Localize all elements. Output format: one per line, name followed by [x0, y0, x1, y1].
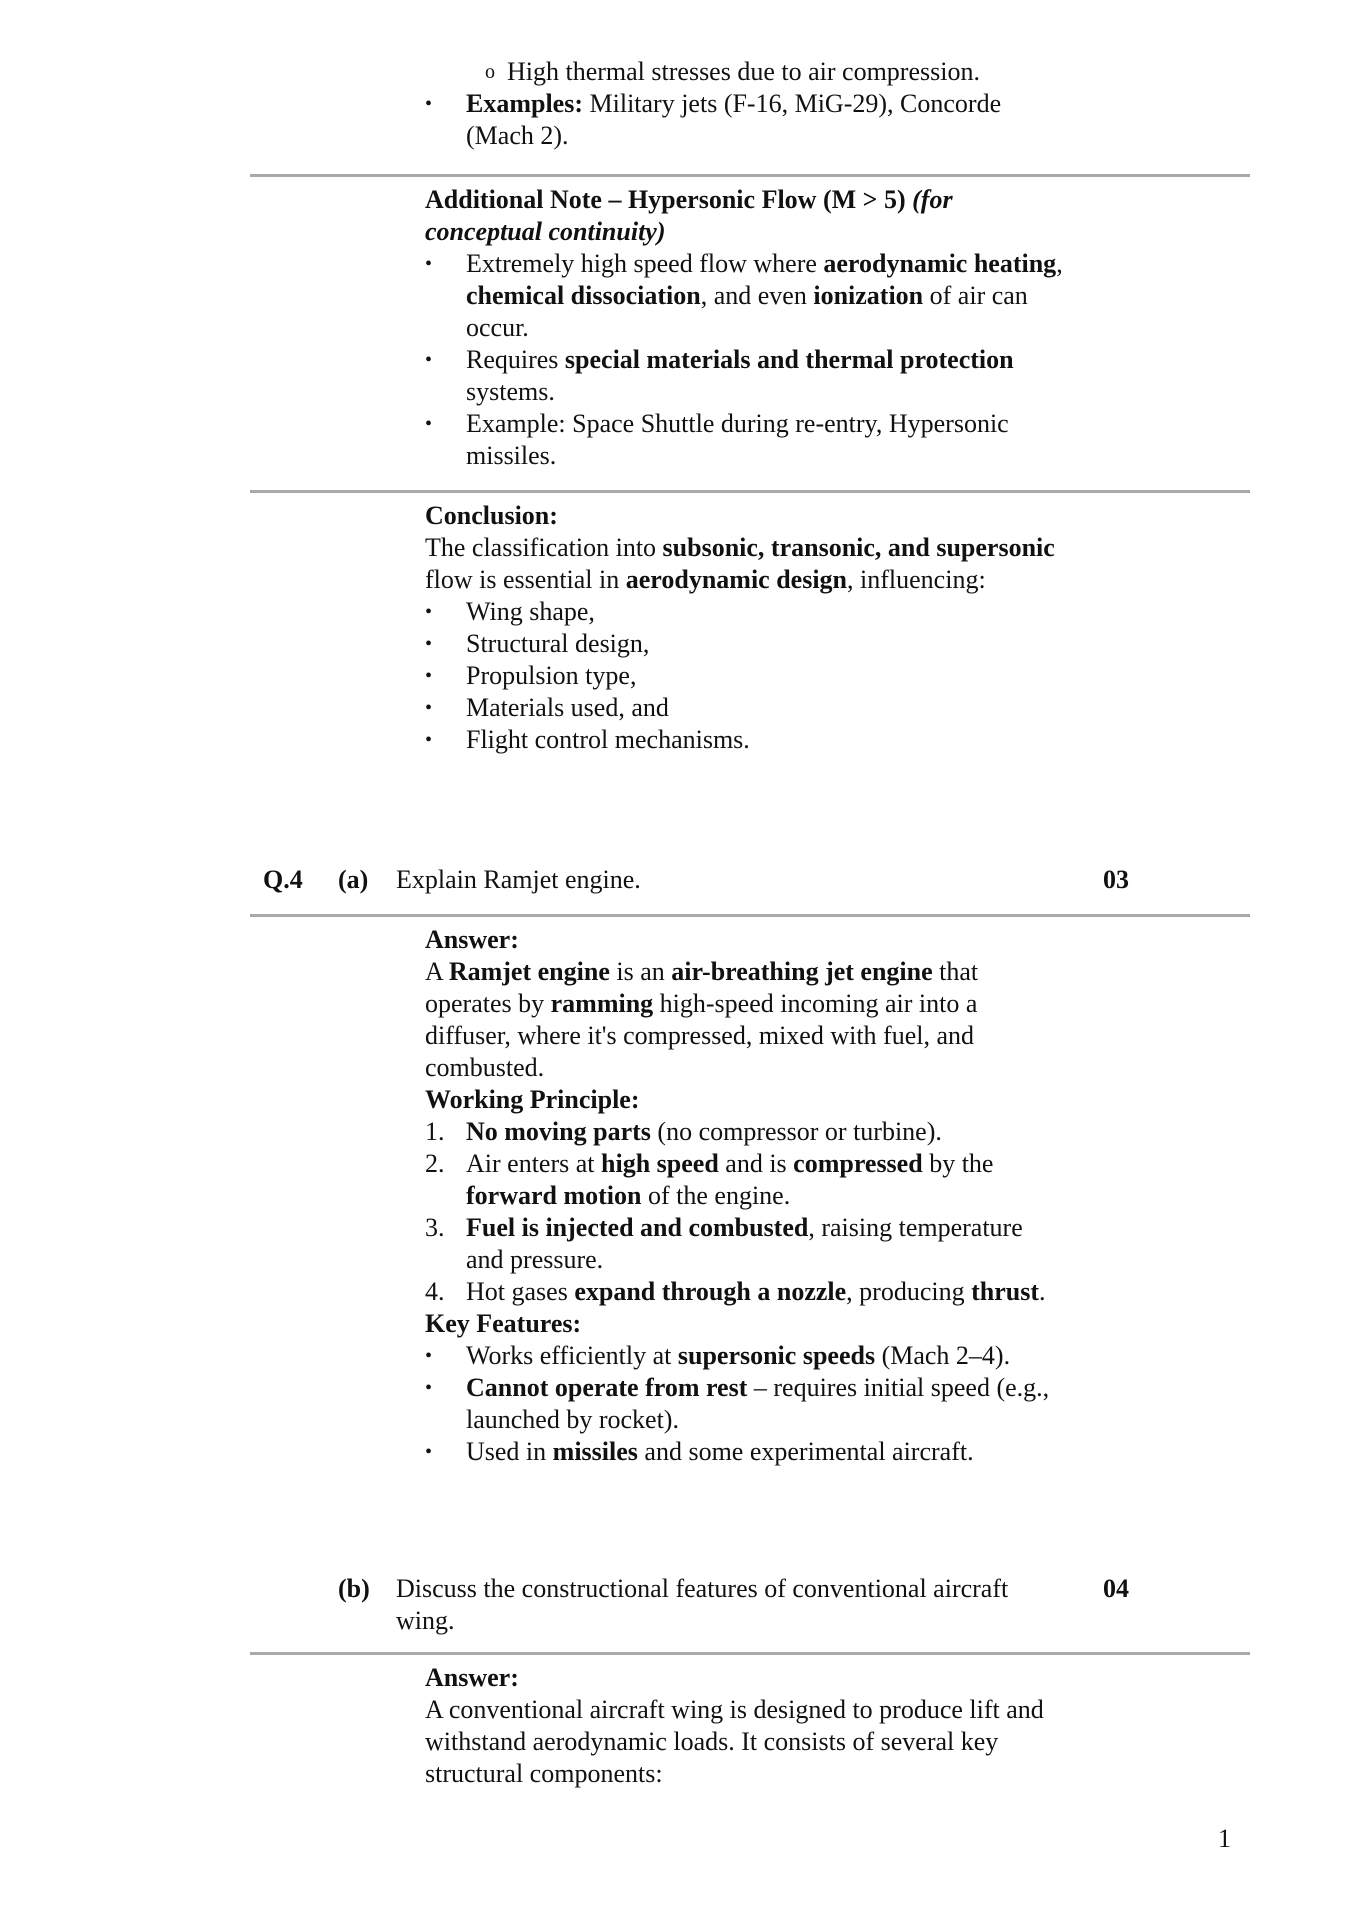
key-feature-item: • Cannot operate from rest – requires initial speed (e.g., launched by rocket).	[425, 1372, 1065, 1436]
working-principle-item: 3. Fuel is injected and combusted, raising temperature and pressure.	[425, 1213, 1023, 1274]
question-number: Q.4	[263, 865, 303, 894]
sub-bullet-item: o High thermal stresses due to air compression.	[425, 56, 1065, 88]
conclusion-item: • Flight control mechanisms.	[425, 724, 1065, 756]
key-feature-item: • Used in missiles and some experimental aircraft.	[425, 1436, 1065, 1468]
question-part-b: (b)	[338, 1574, 370, 1603]
question-b-marks: 04	[1103, 1574, 1129, 1603]
question-part-a: (a)	[338, 865, 369, 894]
answer-a	[425, 924, 1065, 1468]
divider	[250, 174, 1250, 177]
top-section	[425, 56, 1065, 152]
question-b-text: Discuss the constructional features of conventional aircraft wing.	[396, 1574, 1009, 1635]
hypersonic-bullet-2: • Requires special materials and thermal protection systems.	[425, 344, 1065, 408]
working-principle-item: 4. Hot gases expand through a nozzle, producing thrust.	[425, 1277, 1046, 1306]
conclusion-text: The classification into subsonic, transonic, and supersonic flow is essential in aerodynamic design, influencing:	[425, 533, 1055, 594]
hypersonic-bullet-3: • Example: Space Shuttle during re-entry, Hypersonic missiles.	[425, 408, 1065, 472]
hypersonic-bullet-1: • Extremely high speed flow where aerodynamic heating, chemical dissociation, and even ionization of air can occur.	[425, 248, 1065, 344]
conclusion-item: • Wing shape,	[425, 596, 1065, 628]
answer-label: Answer:	[425, 1663, 519, 1692]
answer-a-intro: A Ramjet engine is an air-breathing jet engine that operates by ramming high-speed incoming air into a diffuser, where it's compressed, mixed with fuel, and combusted.	[425, 957, 979, 1082]
working-principle-heading: Working Principle:	[425, 1085, 640, 1114]
question-a-marks: 03	[1103, 865, 1129, 894]
conclusion-item: • Structural design,	[425, 628, 1065, 660]
conclusion-heading: Conclusion:	[425, 501, 558, 530]
working-principle-item: 2. Air enters at high speed and is compressed by the forward motion of the engine.	[425, 1149, 994, 1210]
answer-b-text: A conventional aircraft wing is designed to produce lift and withstand aerodynamic loads. It consists of several key structural components:	[425, 1695, 1044, 1788]
key-features-heading: Key Features:	[425, 1309, 582, 1338]
question-a-text: Explain Ramjet engine.	[396, 865, 641, 894]
answer-label: Answer:	[425, 925, 519, 954]
divider	[250, 1652, 1250, 1655]
examples-item: • Examples: Military jets (F-16, MiG-29), Concorde (Mach 2).	[425, 88, 1065, 152]
answer-b	[425, 1662, 1065, 1790]
conclusion-item: • Propulsion type,	[425, 660, 1065, 692]
hypersonic-heading: Additional Note – Hypersonic Flow (M > 5) (for conceptual continuity)	[425, 185, 953, 246]
conclusion	[425, 500, 1065, 756]
hypersonic-note	[425, 184, 1065, 472]
conclusion-item: • Materials used, and	[425, 692, 1065, 724]
key-feature-item: • Works efficiently at supersonic speeds (Mach 2–4).	[425, 1340, 1065, 1372]
page-number: 1	[1218, 1824, 1231, 1853]
working-principle-item: 1. No moving parts (no compressor or turbine).	[425, 1117, 942, 1146]
divider	[250, 490, 1250, 493]
divider	[250, 914, 1250, 917]
